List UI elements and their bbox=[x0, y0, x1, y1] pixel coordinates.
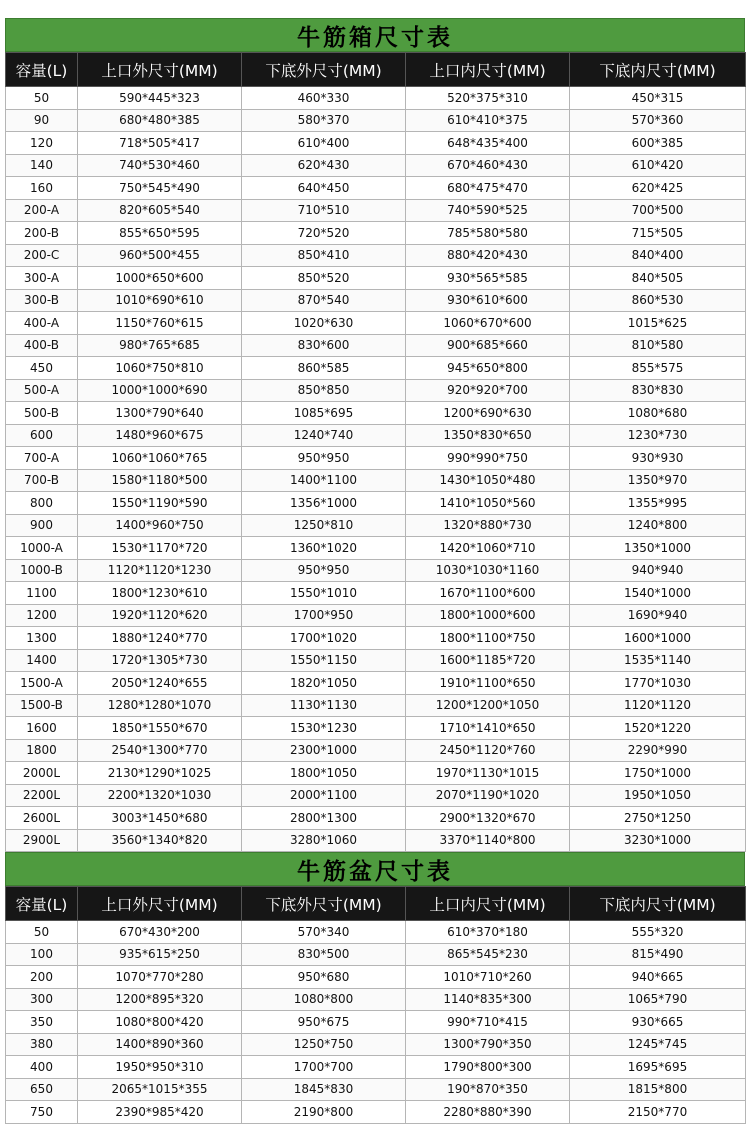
cell-top-inner: 3370*1140*800 bbox=[406, 829, 570, 852]
cell-top-inner: 1800*1100*750 bbox=[406, 627, 570, 650]
cell-top-inner: 2070*1190*1020 bbox=[406, 784, 570, 807]
cell-top-outer: 1530*1170*720 bbox=[78, 537, 242, 560]
table-row bbox=[6, 109, 746, 132]
header-top-inner: 上口内尺寸(MM) bbox=[406, 53, 570, 87]
cell-capacity: 90 bbox=[6, 109, 78, 132]
cell-capacity: 50 bbox=[6, 87, 78, 110]
cell-bottom-inner: 855*575 bbox=[570, 357, 746, 380]
cell-top-inner: 610*370*180 bbox=[406, 921, 570, 944]
cell-top-inner: 520*375*310 bbox=[406, 87, 570, 110]
cell-bottom-outer: 610*400 bbox=[242, 132, 406, 155]
cell-top-outer: 1000*650*600 bbox=[78, 267, 242, 290]
table-row bbox=[6, 469, 746, 492]
cell-bottom-outer: 2800*1300 bbox=[242, 807, 406, 830]
cell-top-outer: 680*480*385 bbox=[78, 109, 242, 132]
cell-top-inner: 1970*1130*1015 bbox=[406, 762, 570, 785]
cell-bottom-outer: 1080*800 bbox=[242, 988, 406, 1011]
cell-capacity: 350 bbox=[6, 1011, 78, 1034]
cell-bottom-inner: 1350*970 bbox=[570, 469, 746, 492]
table-row bbox=[6, 739, 746, 762]
cell-top-inner: 2900*1320*670 bbox=[406, 807, 570, 830]
cell-bottom-inner: 1355*995 bbox=[570, 492, 746, 515]
cell-top-outer: 1800*1230*610 bbox=[78, 582, 242, 605]
header-row bbox=[6, 887, 746, 921]
cell-bottom-inner: 700*500 bbox=[570, 199, 746, 222]
table-row bbox=[6, 582, 746, 605]
cell-bottom-outer: 1400*1100 bbox=[242, 469, 406, 492]
cell-bottom-inner: 2290*990 bbox=[570, 739, 746, 762]
table-row bbox=[6, 694, 746, 717]
cell-top-outer: 1080*800*420 bbox=[78, 1011, 242, 1034]
cell-top-inner: 990*990*750 bbox=[406, 447, 570, 470]
cell-bottom-inner: 610*420 bbox=[570, 154, 746, 177]
cell-bottom-outer: 710*510 bbox=[242, 199, 406, 222]
cell-bottom-outer: 950*950 bbox=[242, 559, 406, 582]
table-title: 牛筋盆尺寸表 bbox=[5, 852, 745, 886]
cell-bottom-outer: 1700*700 bbox=[242, 1056, 406, 1079]
table-row bbox=[6, 492, 746, 515]
cell-capacity: 1200 bbox=[6, 604, 78, 627]
cell-bottom-inner: 1600*1000 bbox=[570, 627, 746, 650]
section-basin-table bbox=[5, 852, 745, 1124]
cell-top-inner: 1670*1100*600 bbox=[406, 582, 570, 605]
cell-bottom-outer: 1250*750 bbox=[242, 1033, 406, 1056]
cell-bottom-outer: 850*410 bbox=[242, 244, 406, 267]
cell-capacity: 700-B bbox=[6, 469, 78, 492]
cell-capacity: 200-A bbox=[6, 199, 78, 222]
cell-top-inner: 2280*880*390 bbox=[406, 1101, 570, 1124]
cell-bottom-inner: 1015*625 bbox=[570, 312, 746, 335]
table-row bbox=[6, 222, 746, 245]
cell-bottom-outer: 1020*630 bbox=[242, 312, 406, 335]
header-bottom-inner: 下底内尺寸(MM) bbox=[570, 887, 746, 921]
cell-top-inner: 1420*1060*710 bbox=[406, 537, 570, 560]
cell-capacity: 200-C bbox=[6, 244, 78, 267]
cell-top-inner: 740*590*525 bbox=[406, 199, 570, 222]
cell-top-outer: 960*500*455 bbox=[78, 244, 242, 267]
cell-top-inner: 1710*1410*650 bbox=[406, 717, 570, 740]
cell-bottom-inner: 830*830 bbox=[570, 379, 746, 402]
cell-bottom-inner: 620*425 bbox=[570, 177, 746, 200]
cell-top-inner: 990*710*415 bbox=[406, 1011, 570, 1034]
cell-capacity: 400 bbox=[6, 1056, 78, 1079]
cell-top-outer: 590*445*323 bbox=[78, 87, 242, 110]
cell-top-outer: 1280*1280*1070 bbox=[78, 694, 242, 717]
cell-bottom-inner: 840*400 bbox=[570, 244, 746, 267]
cell-top-outer: 1580*1180*500 bbox=[78, 469, 242, 492]
table-row bbox=[6, 424, 746, 447]
cell-bottom-inner: 2150*770 bbox=[570, 1101, 746, 1124]
table-row bbox=[6, 762, 746, 785]
cell-top-outer: 1850*1550*670 bbox=[78, 717, 242, 740]
table-row bbox=[6, 627, 746, 650]
cell-capacity: 200-B bbox=[6, 222, 78, 245]
cell-top-inner: 1410*1050*560 bbox=[406, 492, 570, 515]
cell-top-outer: 750*545*490 bbox=[78, 177, 242, 200]
cell-top-outer: 820*605*540 bbox=[78, 199, 242, 222]
cell-bottom-outer: 460*330 bbox=[242, 87, 406, 110]
cell-top-inner: 785*580*580 bbox=[406, 222, 570, 245]
table-row bbox=[6, 921, 746, 944]
cell-top-inner: 1430*1050*480 bbox=[406, 469, 570, 492]
table-row bbox=[6, 829, 746, 852]
cell-bottom-inner: 3230*1000 bbox=[570, 829, 746, 852]
table-row bbox=[6, 1056, 746, 1079]
header-bottom-outer: 下底外尺寸(MM) bbox=[242, 887, 406, 921]
cell-top-outer: 1150*760*615 bbox=[78, 312, 242, 335]
cell-bottom-inner: 600*385 bbox=[570, 132, 746, 155]
cell-capacity: 1100 bbox=[6, 582, 78, 605]
cell-bottom-inner: 1350*1000 bbox=[570, 537, 746, 560]
header-capacity: 容量(L) bbox=[6, 53, 78, 87]
cell-top-inner: 2450*1120*760 bbox=[406, 739, 570, 762]
table-row bbox=[6, 807, 746, 830]
cell-top-outer: 2130*1290*1025 bbox=[78, 762, 242, 785]
cell-capacity: 900 bbox=[6, 514, 78, 537]
cell-top-outer: 670*430*200 bbox=[78, 921, 242, 944]
table-title: 牛筋箱尺寸表 bbox=[5, 18, 745, 52]
cell-capacity: 1500-B bbox=[6, 694, 78, 717]
cell-bottom-inner: 930*930 bbox=[570, 447, 746, 470]
table-row bbox=[6, 514, 746, 537]
cell-bottom-inner: 815*490 bbox=[570, 943, 746, 966]
cell-bottom-inner: 1540*1000 bbox=[570, 582, 746, 605]
cell-bottom-outer: 1550*1010 bbox=[242, 582, 406, 605]
cell-top-outer: 1300*790*640 bbox=[78, 402, 242, 425]
cell-bottom-outer: 830*500 bbox=[242, 943, 406, 966]
cell-top-outer: 1720*1305*730 bbox=[78, 649, 242, 672]
cell-top-outer: 1010*690*610 bbox=[78, 289, 242, 312]
cell-bottom-outer: 950*675 bbox=[242, 1011, 406, 1034]
cell-capacity: 600 bbox=[6, 424, 78, 447]
cell-capacity: 1500-A bbox=[6, 672, 78, 695]
cell-top-outer: 1480*960*675 bbox=[78, 424, 242, 447]
cell-capacity: 100 bbox=[6, 943, 78, 966]
cell-top-outer: 2065*1015*355 bbox=[78, 1078, 242, 1101]
table-row bbox=[6, 988, 746, 1011]
cell-top-outer: 1060*750*810 bbox=[78, 357, 242, 380]
cell-top-inner: 1060*670*600 bbox=[406, 312, 570, 335]
cell-top-inner: 1300*790*350 bbox=[406, 1033, 570, 1056]
cell-capacity: 1000-A bbox=[6, 537, 78, 560]
cell-capacity: 500-A bbox=[6, 379, 78, 402]
cell-top-outer: 1070*770*280 bbox=[78, 966, 242, 989]
cell-bottom-outer: 1845*830 bbox=[242, 1078, 406, 1101]
header-capacity: 容量(L) bbox=[6, 887, 78, 921]
cell-bottom-outer: 1550*1150 bbox=[242, 649, 406, 672]
cell-top-inner: 1030*1030*1160 bbox=[406, 559, 570, 582]
table-row bbox=[6, 199, 746, 222]
cell-top-inner: 1320*880*730 bbox=[406, 514, 570, 537]
cell-bottom-outer: 3280*1060 bbox=[242, 829, 406, 852]
cell-capacity: 300-A bbox=[6, 267, 78, 290]
cell-bottom-inner: 840*505 bbox=[570, 267, 746, 290]
table-row bbox=[6, 537, 746, 560]
section-box-table bbox=[5, 18, 745, 852]
cell-top-outer: 935*615*250 bbox=[78, 943, 242, 966]
cell-bottom-inner: 570*360 bbox=[570, 109, 746, 132]
cell-top-inner: 930*610*600 bbox=[406, 289, 570, 312]
cell-bottom-inner: 450*315 bbox=[570, 87, 746, 110]
cell-top-inner: 610*410*375 bbox=[406, 109, 570, 132]
cell-bottom-outer: 1700*950 bbox=[242, 604, 406, 627]
cell-top-outer: 2540*1300*770 bbox=[78, 739, 242, 762]
cell-bottom-outer: 850*850 bbox=[242, 379, 406, 402]
table-row bbox=[6, 402, 746, 425]
cell-capacity: 1600 bbox=[6, 717, 78, 740]
cell-capacity: 1800 bbox=[6, 739, 78, 762]
cell-top-outer: 718*505*417 bbox=[78, 132, 242, 155]
cell-bottom-outer: 1700*1020 bbox=[242, 627, 406, 650]
cell-top-outer: 1000*1000*690 bbox=[78, 379, 242, 402]
cell-bottom-inner: 810*580 bbox=[570, 334, 746, 357]
cell-capacity: 2600L bbox=[6, 807, 78, 830]
cell-capacity: 380 bbox=[6, 1033, 78, 1056]
cell-bottom-outer: 950*680 bbox=[242, 966, 406, 989]
header-bottom-inner: 下底内尺寸(MM) bbox=[570, 53, 746, 87]
cell-capacity: 1400 bbox=[6, 649, 78, 672]
cell-bottom-inner: 1535*1140 bbox=[570, 649, 746, 672]
cell-bottom-outer: 1130*1130 bbox=[242, 694, 406, 717]
cell-top-inner: 1910*1100*650 bbox=[406, 672, 570, 695]
cell-top-outer: 1060*1060*765 bbox=[78, 447, 242, 470]
cell-bottom-inner: 1815*800 bbox=[570, 1078, 746, 1101]
cell-bottom-outer: 640*450 bbox=[242, 177, 406, 200]
cell-capacity: 750 bbox=[6, 1101, 78, 1124]
table-row bbox=[6, 1101, 746, 1124]
cell-top-outer: 1920*1120*620 bbox=[78, 604, 242, 627]
cell-top-outer: 3560*1340*820 bbox=[78, 829, 242, 852]
table-row bbox=[6, 267, 746, 290]
cell-bottom-outer: 830*600 bbox=[242, 334, 406, 357]
cell-bottom-inner: 1770*1030 bbox=[570, 672, 746, 695]
cell-top-inner: 1010*710*260 bbox=[406, 966, 570, 989]
cell-bottom-inner: 930*665 bbox=[570, 1011, 746, 1034]
table-row bbox=[6, 784, 746, 807]
cell-bottom-outer: 860*585 bbox=[242, 357, 406, 380]
cell-capacity: 1000-B bbox=[6, 559, 78, 582]
cell-capacity: 300-B bbox=[6, 289, 78, 312]
cell-capacity: 500-B bbox=[6, 402, 78, 425]
cell-top-inner: 900*685*660 bbox=[406, 334, 570, 357]
cell-top-inner: 670*460*430 bbox=[406, 154, 570, 177]
cell-capacity: 2200L bbox=[6, 784, 78, 807]
cell-bottom-outer: 1250*810 bbox=[242, 514, 406, 537]
cell-top-outer: 1120*1120*1230 bbox=[78, 559, 242, 582]
cell-bottom-outer: 620*430 bbox=[242, 154, 406, 177]
cell-bottom-inner: 1230*730 bbox=[570, 424, 746, 447]
cell-bottom-inner: 1950*1050 bbox=[570, 784, 746, 807]
basin-size-table bbox=[5, 886, 746, 1124]
cell-capacity: 120 bbox=[6, 132, 78, 155]
cell-top-outer: 3003*1450*680 bbox=[78, 807, 242, 830]
table-row bbox=[6, 559, 746, 582]
cell-top-inner: 1200*690*630 bbox=[406, 402, 570, 425]
cell-capacity: 650 bbox=[6, 1078, 78, 1101]
table-row bbox=[6, 357, 746, 380]
table-row bbox=[6, 87, 746, 110]
cell-top-inner: 1790*800*300 bbox=[406, 1056, 570, 1079]
table-row bbox=[6, 312, 746, 335]
cell-bottom-outer: 720*520 bbox=[242, 222, 406, 245]
cell-top-inner: 1600*1185*720 bbox=[406, 649, 570, 672]
cell-top-outer: 855*650*595 bbox=[78, 222, 242, 245]
cell-bottom-outer: 2000*1100 bbox=[242, 784, 406, 807]
cell-bottom-outer: 1356*1000 bbox=[242, 492, 406, 515]
cell-top-outer: 740*530*460 bbox=[78, 154, 242, 177]
cell-capacity: 700-A bbox=[6, 447, 78, 470]
cell-bottom-inner: 555*320 bbox=[570, 921, 746, 944]
table-row bbox=[6, 177, 746, 200]
cell-bottom-inner: 1750*1000 bbox=[570, 762, 746, 785]
cell-top-inner: 1140*835*300 bbox=[406, 988, 570, 1011]
cell-top-outer: 2050*1240*655 bbox=[78, 672, 242, 695]
table-row bbox=[6, 717, 746, 740]
cell-top-inner: 930*565*585 bbox=[406, 267, 570, 290]
cell-bottom-inner: 1065*790 bbox=[570, 988, 746, 1011]
cell-capacity: 2900L bbox=[6, 829, 78, 852]
cell-bottom-outer: 570*340 bbox=[242, 921, 406, 944]
cell-top-outer: 2200*1320*1030 bbox=[78, 784, 242, 807]
table-row bbox=[6, 672, 746, 695]
size-chart-page bbox=[5, 0, 745, 1124]
cell-bottom-outer: 950*950 bbox=[242, 447, 406, 470]
table-row bbox=[6, 1033, 746, 1056]
cell-bottom-inner: 2750*1250 bbox=[570, 807, 746, 830]
cell-bottom-outer: 1820*1050 bbox=[242, 672, 406, 695]
cell-top-outer: 1950*950*310 bbox=[78, 1056, 242, 1079]
cell-top-outer: 2390*985*420 bbox=[78, 1101, 242, 1124]
cell-top-inner: 190*870*350 bbox=[406, 1078, 570, 1101]
cell-top-inner: 1800*1000*600 bbox=[406, 604, 570, 627]
table-row bbox=[6, 132, 746, 155]
cell-capacity: 140 bbox=[6, 154, 78, 177]
cell-bottom-outer: 1240*740 bbox=[242, 424, 406, 447]
cell-bottom-inner: 1240*800 bbox=[570, 514, 746, 537]
cell-capacity: 400-B bbox=[6, 334, 78, 357]
cell-capacity: 200 bbox=[6, 966, 78, 989]
cell-top-outer: 980*765*685 bbox=[78, 334, 242, 357]
cell-top-inner: 1200*1200*1050 bbox=[406, 694, 570, 717]
cell-bottom-outer: 2300*1000 bbox=[242, 739, 406, 762]
table-row bbox=[6, 604, 746, 627]
header-top-outer: 上口外尺寸(MM) bbox=[78, 887, 242, 921]
cell-bottom-inner: 1695*695 bbox=[570, 1056, 746, 1079]
cell-bottom-outer: 1085*695 bbox=[242, 402, 406, 425]
cell-bottom-inner: 715*505 bbox=[570, 222, 746, 245]
table-row bbox=[6, 649, 746, 672]
cell-capacity: 400-A bbox=[6, 312, 78, 335]
cell-top-inner: 920*920*700 bbox=[406, 379, 570, 402]
cell-capacity: 300 bbox=[6, 988, 78, 1011]
header-row bbox=[6, 53, 746, 87]
cell-top-inner: 945*650*800 bbox=[406, 357, 570, 380]
cell-bottom-inner: 1520*1220 bbox=[570, 717, 746, 740]
cell-bottom-inner: 940*940 bbox=[570, 559, 746, 582]
cell-bottom-inner: 1245*745 bbox=[570, 1033, 746, 1056]
table-row bbox=[6, 379, 746, 402]
cell-top-inner: 880*420*430 bbox=[406, 244, 570, 267]
cell-bottom-outer: 870*540 bbox=[242, 289, 406, 312]
table-row bbox=[6, 1078, 746, 1101]
table-row bbox=[6, 447, 746, 470]
header-top-outer: 上口外尺寸(MM) bbox=[78, 53, 242, 87]
cell-bottom-inner: 1080*680 bbox=[570, 402, 746, 425]
header-top-inner: 上口内尺寸(MM) bbox=[406, 887, 570, 921]
header-bottom-outer: 下底外尺寸(MM) bbox=[242, 53, 406, 87]
cell-capacity: 450 bbox=[6, 357, 78, 380]
cell-bottom-outer: 1800*1050 bbox=[242, 762, 406, 785]
table-row bbox=[6, 154, 746, 177]
cell-top-outer: 1880*1240*770 bbox=[78, 627, 242, 650]
cell-bottom-outer: 1360*1020 bbox=[242, 537, 406, 560]
table-row bbox=[6, 966, 746, 989]
table-row bbox=[6, 334, 746, 357]
table-body bbox=[6, 87, 746, 852]
cell-bottom-outer: 850*520 bbox=[242, 267, 406, 290]
cell-capacity: 50 bbox=[6, 921, 78, 944]
cell-capacity: 1300 bbox=[6, 627, 78, 650]
cell-top-outer: 1400*960*750 bbox=[78, 514, 242, 537]
table-row bbox=[6, 1011, 746, 1034]
cell-bottom-inner: 860*530 bbox=[570, 289, 746, 312]
table-row bbox=[6, 244, 746, 267]
cell-capacity: 160 bbox=[6, 177, 78, 200]
cell-top-inner: 865*545*230 bbox=[406, 943, 570, 966]
cell-bottom-outer: 2190*800 bbox=[242, 1101, 406, 1124]
table-body bbox=[6, 921, 746, 1124]
cell-top-inner: 680*475*470 bbox=[406, 177, 570, 200]
cell-bottom-inner: 1690*940 bbox=[570, 604, 746, 627]
cell-top-outer: 1400*890*360 bbox=[78, 1033, 242, 1056]
table-row bbox=[6, 943, 746, 966]
cell-top-inner: 648*435*400 bbox=[406, 132, 570, 155]
cell-bottom-outer: 1530*1230 bbox=[242, 717, 406, 740]
cell-top-outer: 1550*1190*590 bbox=[78, 492, 242, 515]
cell-top-outer: 1200*895*320 bbox=[78, 988, 242, 1011]
cell-bottom-inner: 1120*1120 bbox=[570, 694, 746, 717]
cell-top-inner: 1350*830*650 bbox=[406, 424, 570, 447]
table-row bbox=[6, 289, 746, 312]
cell-bottom-inner: 940*665 bbox=[570, 966, 746, 989]
cell-capacity: 800 bbox=[6, 492, 78, 515]
cell-capacity: 2000L bbox=[6, 762, 78, 785]
cell-bottom-outer: 580*370 bbox=[242, 109, 406, 132]
box-size-table bbox=[5, 52, 746, 852]
